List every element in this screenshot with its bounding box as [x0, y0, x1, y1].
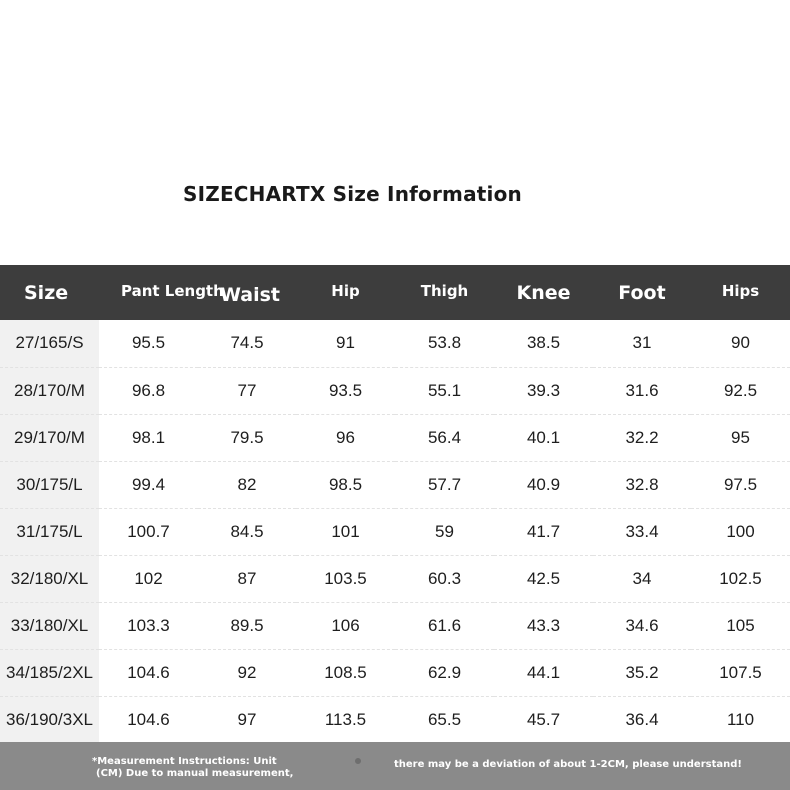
cell-size: 30/175/L [0, 461, 99, 508]
cell-hips: 90 [691, 320, 790, 367]
cell-pant-length: 104.6 [99, 649, 198, 696]
cell-hips: 92.5 [691, 367, 790, 414]
cell-hips: 97.5 [691, 461, 790, 508]
cell-knee: 42.5 [494, 555, 593, 602]
table-row [0, 367, 790, 414]
cell-foot: 32.8 [593, 461, 691, 508]
cell-pant-length: 102 [99, 555, 198, 602]
note-left [92, 756, 293, 780]
table-header-row [0, 265, 790, 320]
cell-pant-length: 96.8 [99, 367, 198, 414]
cell-waist: 84.5 [198, 508, 296, 555]
cell-foot: 34.6 [593, 602, 691, 649]
cell-pant-length: 103.3 [99, 602, 198, 649]
cell-thigh: 61.6 [395, 602, 494, 649]
header-pant-length: Pant Length [121, 282, 224, 300]
page-title: SIZECHARTX Size Information [183, 182, 522, 206]
cell-thigh: 55.1 [395, 367, 494, 414]
cell-hip: 108.5 [296, 649, 395, 696]
cell-waist: 74.5 [198, 320, 296, 367]
size-chart-table [0, 265, 790, 744]
table-row [0, 555, 790, 602]
cell-foot: 34 [593, 555, 691, 602]
table-row [0, 320, 790, 367]
header-thigh: Thigh [420, 282, 469, 300]
cell-size: 27/165/S [0, 320, 99, 367]
cell-foot: 32.2 [593, 414, 691, 461]
table-row [0, 508, 790, 555]
cell-foot: 31 [593, 320, 691, 367]
cell-pant-length: 99.4 [99, 461, 198, 508]
cell-foot: 31.6 [593, 367, 691, 414]
cell-hips: 105 [691, 602, 790, 649]
cell-hip: 93.5 [296, 367, 395, 414]
cell-hip: 103.5 [296, 555, 395, 602]
cell-knee: 44.1 [494, 649, 593, 696]
cell-knee: 39.3 [494, 367, 593, 414]
cell-hips: 107.5 [691, 649, 790, 696]
measurement-note-bar [0, 742, 790, 790]
cell-hips: 100 [691, 508, 790, 555]
cell-knee: 43.3 [494, 602, 593, 649]
cell-waist: 89.5 [198, 602, 296, 649]
cell-size: 29/170/M [0, 414, 99, 461]
table-row [0, 414, 790, 461]
cell-foot: 33.4 [593, 508, 691, 555]
table-row [0, 649, 790, 696]
cell-pant-length: 95.5 [99, 320, 198, 367]
cell-hip: 96 [296, 414, 395, 461]
cell-waist: 79.5 [198, 414, 296, 461]
note-line-1: *Measurement Instructions: Unit [92, 756, 277, 767]
cell-waist: 87 [198, 555, 296, 602]
dot-mark [355, 758, 361, 764]
cell-hip: 113.5 [296, 696, 395, 743]
cell-size: 31/175/L [0, 508, 99, 555]
cell-hips: 102.5 [691, 555, 790, 602]
note-line-2: (CM) Due to manual measurement, [96, 768, 294, 779]
cell-hips: 95 [691, 414, 790, 461]
header-size: Size [24, 281, 69, 304]
cell-thigh: 53.8 [395, 320, 494, 367]
header-hips: Hips [721, 282, 760, 300]
cell-foot: 36.4 [593, 696, 691, 743]
cell-size: 33/180/XL [0, 602, 99, 649]
cell-size: 34/185/2XL [0, 649, 99, 696]
note-line-3: there may be a deviation of about 1-2CM, please understand! [394, 759, 742, 770]
cell-knee: 40.1 [494, 414, 593, 461]
cell-hip: 101 [296, 508, 395, 555]
cell-hips: 110 [691, 696, 790, 743]
cell-hip: 98.5 [296, 461, 395, 508]
cell-knee: 45.7 [494, 696, 593, 743]
header-hip: Hip [331, 282, 360, 300]
cell-size: 28/170/M [0, 367, 99, 414]
cell-thigh: 56.4 [395, 414, 494, 461]
cell-thigh: 65.5 [395, 696, 494, 743]
cell-hip: 91 [296, 320, 395, 367]
cell-thigh: 57.7 [395, 461, 494, 508]
cell-knee: 41.7 [494, 508, 593, 555]
table-row [0, 602, 790, 649]
table-row [0, 461, 790, 508]
cell-waist: 92 [198, 649, 296, 696]
cell-hip: 106 [296, 602, 395, 649]
header-foot: Foot [618, 281, 666, 304]
cell-pant-length: 98.1 [99, 414, 198, 461]
cell-knee: 38.5 [494, 320, 593, 367]
cell-thigh: 59 [395, 508, 494, 555]
cell-foot: 35.2 [593, 649, 691, 696]
cell-waist: 97 [198, 696, 296, 743]
header-waist: Waist [220, 283, 281, 306]
cell-waist: 82 [198, 461, 296, 508]
cell-thigh: 62.9 [395, 649, 494, 696]
cell-thigh: 60.3 [395, 555, 494, 602]
cell-pant-length: 100.7 [99, 508, 198, 555]
header-knee: Knee [516, 281, 571, 304]
table-row [0, 696, 790, 743]
cell-size: 32/180/XL [0, 555, 99, 602]
cell-knee: 40.9 [494, 461, 593, 508]
cell-pant-length: 104.6 [99, 696, 198, 743]
cell-waist: 77 [198, 367, 296, 414]
cell-size: 36/190/3XL [0, 696, 99, 743]
